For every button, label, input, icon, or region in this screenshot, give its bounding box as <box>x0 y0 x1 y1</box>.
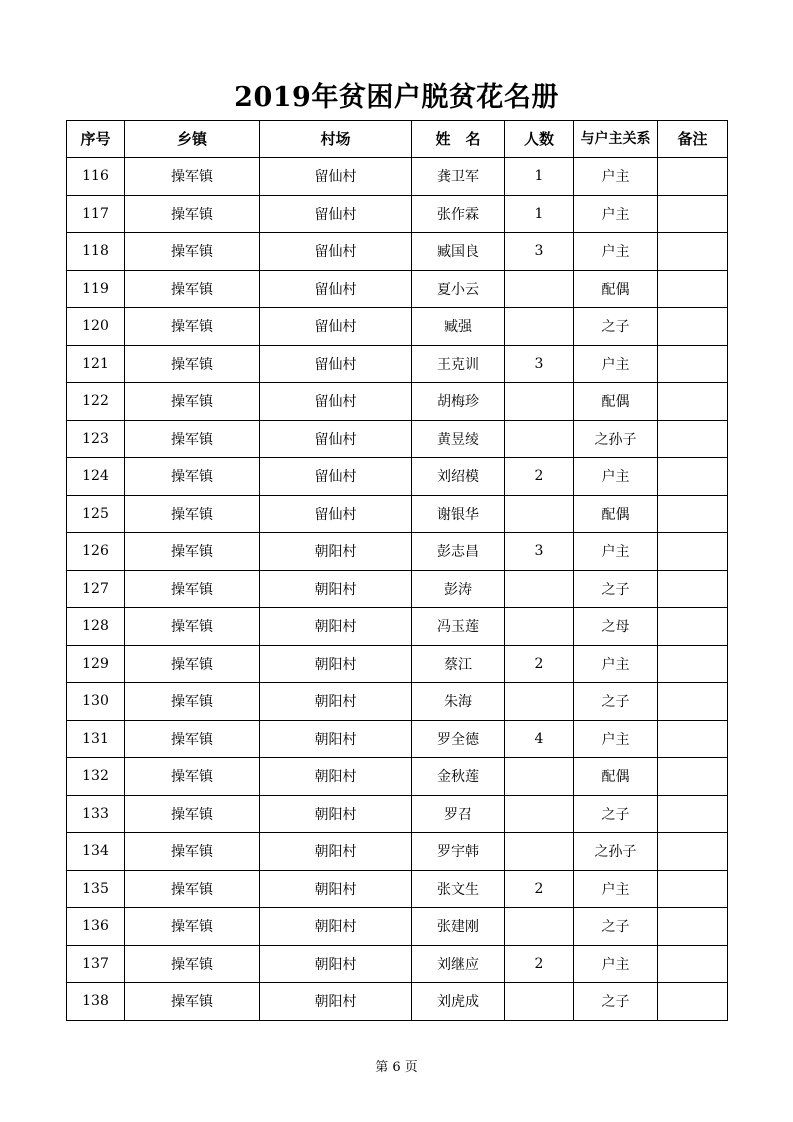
cell-township: 操军镇 <box>125 645 260 683</box>
cell-remarks <box>658 570 728 608</box>
cell-name: 冯玉莲 <box>412 608 505 646</box>
cell-remarks <box>658 195 728 233</box>
cell-remarks <box>658 420 728 458</box>
cell-serial-number: 117 <box>67 195 125 233</box>
cell-serial-number: 136 <box>67 908 125 946</box>
cell-serial-number: 138 <box>67 983 125 1021</box>
cell-name: 王克训 <box>412 345 505 383</box>
cell-household-size: 2 <box>505 458 574 496</box>
cell-remarks <box>658 345 728 383</box>
cell-serial-number: 123 <box>67 420 125 458</box>
cell-serial-number: 120 <box>67 308 125 346</box>
cell-relationship: 户主 <box>574 158 658 196</box>
table-row <box>67 608 728 646</box>
cell-name: 彭志昌 <box>412 533 505 571</box>
cell-relationship: 户主 <box>574 233 658 271</box>
cell-name: 臧国良 <box>412 233 505 271</box>
cell-village: 朝阳村 <box>260 608 412 646</box>
cell-remarks <box>658 945 728 983</box>
cell-township: 操军镇 <box>125 983 260 1021</box>
cell-household-size <box>505 308 574 346</box>
cell-name: 刘绍模 <box>412 458 505 496</box>
header-remarks: 备注 <box>658 121 728 158</box>
cell-remarks <box>658 720 728 758</box>
cell-township: 操军镇 <box>125 158 260 196</box>
cell-remarks <box>658 683 728 721</box>
cell-household-size: 4 <box>505 720 574 758</box>
cell-household-size <box>505 908 574 946</box>
cell-household-size <box>505 683 574 721</box>
table-row <box>67 758 728 796</box>
table-row <box>67 383 728 421</box>
cell-township: 操军镇 <box>125 495 260 533</box>
cell-serial-number: 134 <box>67 833 125 871</box>
cell-household-size: 2 <box>505 945 574 983</box>
cell-household-size <box>505 383 574 421</box>
cell-remarks <box>658 833 728 871</box>
cell-village: 朝阳村 <box>260 720 412 758</box>
cell-relationship: 配偶 <box>574 495 658 533</box>
cell-relationship: 配偶 <box>574 270 658 308</box>
cell-relationship: 配偶 <box>574 758 658 796</box>
cell-relationship: 户主 <box>574 720 658 758</box>
cell-village: 朝阳村 <box>260 945 412 983</box>
cell-name: 张文生 <box>412 870 505 908</box>
cell-household-size <box>505 270 574 308</box>
table-row <box>67 195 728 233</box>
cell-name: 夏小云 <box>412 270 505 308</box>
cell-household-size: 3 <box>505 345 574 383</box>
cell-name: 张建刚 <box>412 908 505 946</box>
cell-relationship: 户主 <box>574 645 658 683</box>
cell-name: 黄昱绫 <box>412 420 505 458</box>
cell-village: 朝阳村 <box>260 758 412 796</box>
cell-name: 刘继应 <box>412 945 505 983</box>
cell-relationship: 之子 <box>574 570 658 608</box>
cell-household-size <box>505 833 574 871</box>
cell-household-size: 2 <box>505 870 574 908</box>
cell-village: 朝阳村 <box>260 870 412 908</box>
cell-relationship: 之子 <box>574 683 658 721</box>
cell-township: 操军镇 <box>125 795 260 833</box>
cell-township: 操军镇 <box>125 608 260 646</box>
cell-township: 操军镇 <box>125 533 260 571</box>
cell-remarks <box>658 308 728 346</box>
cell-serial-number: 137 <box>67 945 125 983</box>
table-header-row <box>67 121 728 158</box>
cell-village: 朝阳村 <box>260 833 412 871</box>
cell-relationship: 户主 <box>574 945 658 983</box>
cell-remarks <box>658 908 728 946</box>
header-township: 乡镇 <box>125 121 260 158</box>
cell-serial-number: 126 <box>67 533 125 571</box>
cell-relationship: 户主 <box>574 870 658 908</box>
cell-township: 操军镇 <box>125 458 260 496</box>
cell-name: 臧强 <box>412 308 505 346</box>
header-name: 姓 名 <box>412 121 505 158</box>
cell-relationship: 之子 <box>574 908 658 946</box>
cell-serial-number: 135 <box>67 870 125 908</box>
table-row <box>67 570 728 608</box>
cell-name: 刘虎成 <box>412 983 505 1021</box>
cell-relationship: 之子 <box>574 983 658 1021</box>
cell-serial-number: 132 <box>67 758 125 796</box>
cell-name: 蔡江 <box>412 645 505 683</box>
cell-household-size: 2 <box>505 645 574 683</box>
cell-relationship: 之子 <box>574 308 658 346</box>
cell-serial-number: 124 <box>67 458 125 496</box>
cell-township: 操军镇 <box>125 833 260 871</box>
cell-township: 操军镇 <box>125 270 260 308</box>
table-row <box>67 870 728 908</box>
table-row <box>67 420 728 458</box>
cell-township: 操军镇 <box>125 308 260 346</box>
cell-serial-number: 128 <box>67 608 125 646</box>
cell-township: 操军镇 <box>125 870 260 908</box>
cell-township: 操军镇 <box>125 945 260 983</box>
cell-village: 留仙村 <box>260 308 412 346</box>
cell-remarks <box>658 233 728 271</box>
cell-remarks <box>658 158 728 196</box>
cell-name: 朱海 <box>412 683 505 721</box>
table-row <box>67 645 728 683</box>
cell-remarks <box>658 795 728 833</box>
cell-village: 留仙村 <box>260 195 412 233</box>
cell-serial-number: 118 <box>67 233 125 271</box>
cell-village: 留仙村 <box>260 270 412 308</box>
cell-township: 操军镇 <box>125 720 260 758</box>
cell-relationship: 户主 <box>574 345 658 383</box>
table-row <box>67 795 728 833</box>
cell-township: 操军镇 <box>125 908 260 946</box>
cell-relationship: 配偶 <box>574 383 658 421</box>
cell-household-size: 1 <box>505 195 574 233</box>
cell-household-size: 1 <box>505 158 574 196</box>
header-serial-number: 序号 <box>67 121 125 158</box>
cell-serial-number: 125 <box>67 495 125 533</box>
cell-relationship: 之子 <box>574 795 658 833</box>
header-household-size: 人数 <box>505 121 574 158</box>
cell-household-size: 3 <box>505 233 574 271</box>
cell-name: 罗全德 <box>412 720 505 758</box>
table-row <box>67 308 728 346</box>
cell-household-size <box>505 570 574 608</box>
cell-remarks <box>658 458 728 496</box>
poverty-roster-table <box>66 120 728 1021</box>
cell-serial-number: 121 <box>67 345 125 383</box>
cell-name: 龚卫军 <box>412 158 505 196</box>
cell-remarks <box>658 495 728 533</box>
table-row <box>67 833 728 871</box>
cell-village: 留仙村 <box>260 383 412 421</box>
table-row <box>67 345 728 383</box>
cell-name: 张作霖 <box>412 195 505 233</box>
cell-name: 罗召 <box>412 795 505 833</box>
cell-township: 操军镇 <box>125 420 260 458</box>
cell-serial-number: 130 <box>67 683 125 721</box>
table-row <box>67 233 728 271</box>
cell-township: 操军镇 <box>125 233 260 271</box>
cell-name: 金秋莲 <box>412 758 505 796</box>
cell-name: 罗宇韩 <box>412 833 505 871</box>
cell-name: 胡梅珍 <box>412 383 505 421</box>
cell-remarks <box>658 533 728 571</box>
table-row <box>67 270 728 308</box>
cell-serial-number: 122 <box>67 383 125 421</box>
page-number-footer: 第 6 页 <box>375 1060 418 1075</box>
cell-relationship: 户主 <box>574 533 658 571</box>
table-body <box>67 158 728 1021</box>
cell-household-size: 3 <box>505 533 574 571</box>
cell-name: 谢银华 <box>412 495 505 533</box>
cell-village: 朝阳村 <box>260 983 412 1021</box>
table-row <box>67 533 728 571</box>
cell-village: 留仙村 <box>260 495 412 533</box>
cell-village: 朝阳村 <box>260 908 412 946</box>
cell-township: 操军镇 <box>125 345 260 383</box>
cell-name: 彭涛 <box>412 570 505 608</box>
cell-household-size <box>505 495 574 533</box>
cell-serial-number: 131 <box>67 720 125 758</box>
table-row <box>67 458 728 496</box>
cell-remarks <box>658 870 728 908</box>
table-row <box>67 683 728 721</box>
page-title: 2019年贫困户脱贫花名册 <box>234 82 559 113</box>
cell-relationship: 之孙子 <box>574 420 658 458</box>
cell-remarks <box>658 383 728 421</box>
cell-household-size <box>505 795 574 833</box>
cell-household-size <box>505 758 574 796</box>
table-row <box>67 983 728 1021</box>
cell-remarks <box>658 758 728 796</box>
cell-serial-number: 116 <box>67 158 125 196</box>
cell-serial-number: 127 <box>67 570 125 608</box>
cell-remarks <box>658 983 728 1021</box>
cell-household-size <box>505 420 574 458</box>
cell-village: 朝阳村 <box>260 683 412 721</box>
cell-household-size <box>505 983 574 1021</box>
cell-village: 朝阳村 <box>260 795 412 833</box>
cell-serial-number: 119 <box>67 270 125 308</box>
cell-township: 操军镇 <box>125 683 260 721</box>
cell-relationship: 户主 <box>574 458 658 496</box>
cell-village: 留仙村 <box>260 233 412 271</box>
cell-serial-number: 133 <box>67 795 125 833</box>
cell-remarks <box>658 270 728 308</box>
table-row <box>67 158 728 196</box>
cell-village: 朝阳村 <box>260 645 412 683</box>
cell-village: 留仙村 <box>260 158 412 196</box>
cell-village: 朝阳村 <box>260 570 412 608</box>
header-relationship: 与户主关系 <box>574 121 658 158</box>
cell-household-size <box>505 608 574 646</box>
table-row <box>67 908 728 946</box>
cell-remarks <box>658 608 728 646</box>
table-row <box>67 945 728 983</box>
cell-township: 操军镇 <box>125 758 260 796</box>
cell-village: 留仙村 <box>260 458 412 496</box>
cell-relationship: 之母 <box>574 608 658 646</box>
cell-remarks <box>658 645 728 683</box>
cell-township: 操军镇 <box>125 195 260 233</box>
cell-village: 朝阳村 <box>260 533 412 571</box>
cell-serial-number: 129 <box>67 645 125 683</box>
cell-village: 留仙村 <box>260 345 412 383</box>
cell-relationship: 户主 <box>574 195 658 233</box>
table-row <box>67 720 728 758</box>
header-village: 村场 <box>260 121 412 158</box>
table-row <box>67 495 728 533</box>
cell-township: 操军镇 <box>125 570 260 608</box>
cell-relationship: 之孙子 <box>574 833 658 871</box>
cell-village: 留仙村 <box>260 420 412 458</box>
cell-township: 操军镇 <box>125 383 260 421</box>
